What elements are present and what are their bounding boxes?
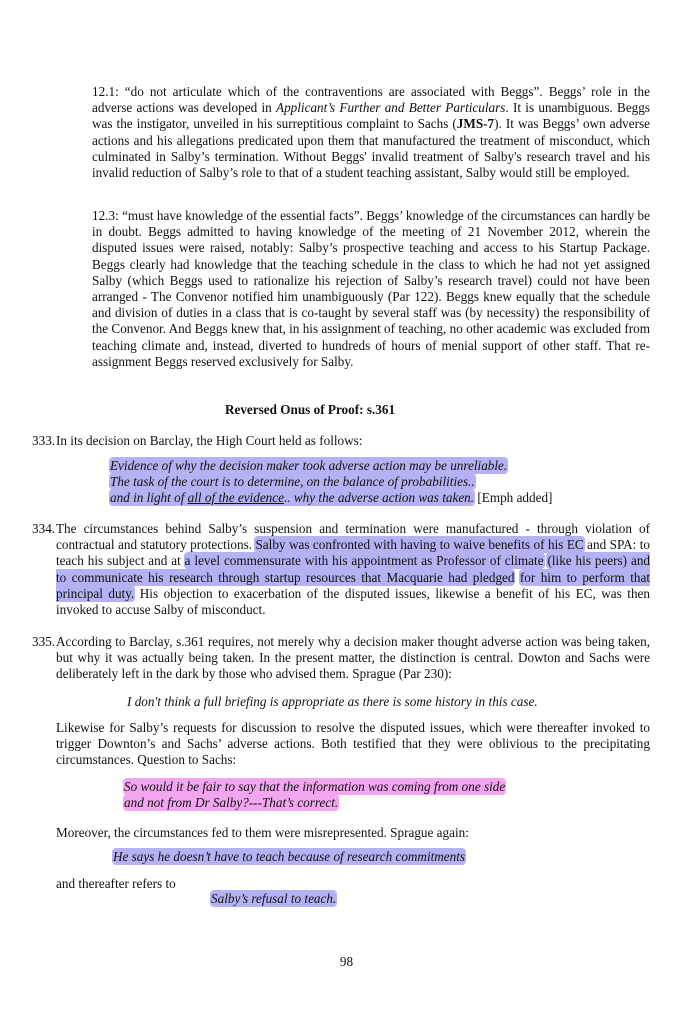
quote-line-2: and not from Dr Salby?---That’s correct. xyxy=(124,795,339,811)
paragraph-thereafter: and thereafter refers to xyxy=(56,876,176,891)
paragraph-12-3: 12.3: “must have knowledge of the essential facts”. Beggs’ knowledge of the circumstances can hardly be in doubt. Beggs admitted to having knowledge of the meeting of 21 November 2012, wherein the disputed issues were raised, notably: Salby’s prospective teaching and access to his Startup Package. Beggs clearly had knowledge that the teaching schedule in the class to which he had not yet assigned Salby (which Beggs used to rationalize his rejection of Salby’s research travel) could not have been arranged - The Convenor notified him unambiguously (Par 122). Beggs knew equally that the schedule and division of duties in a class that is co-taught by several staff was (by necessity) the responsibility of the Convenor. And Beggs knew that, in his assignment of teaching, no other academic was excluded from teaching climate and, instead, diverted to hundreds of hours of menial support of other staff. That re-assignment Beggs reserved exclusively for Salby. xyxy=(92,208,650,369)
paragraph-333 xyxy=(32,433,650,449)
exhibit-ref: JMS-7 xyxy=(456,116,495,132)
paragraph-335 xyxy=(32,634,650,683)
underlined-emphasis: all of the evidence xyxy=(187,490,284,506)
quote-line-1: So would it be fair to say that the information was coming from one side xyxy=(124,779,506,794)
paragraph-334: 334. The circumstances behind Salby’s suspension and termination were manufactured - through violation of contractual and statutory protections. Salby was confronted with having to waive benefits of his EC and SPA: to teach his subject and at a level commensurate with his appointment as Professor of climate (like his peers) and to communicate his research through startup resources that Macquarie had pledged for him to perform that principal duty. His objection to exacerbation of the disputed issues, likewise a benefit of his EC, was then invoked to accuse Salby of misconduct. xyxy=(32,521,651,618)
highlight: (like his peers) and to communicate his research through startup resources that Macquarie had pledged xyxy=(56,553,651,585)
sachs-quote xyxy=(124,779,505,811)
paragraph-12-1 xyxy=(92,84,650,181)
text-run: . It is unambiguous. Beggs was the instigator, unveiled in his surreptitious complaint to Sachs ( xyxy=(92,100,650,132)
text-run: ). It was Beggs’ own adverse actions and his allegations predicated upon them that manufactured the treatment of misconduct, which culminated in Salby’s termination. Without Beggs' invalid treatment of Salby's research travel and his invalid reduction of Salby’s role to that of a student teaching assistant, Salby would still be employed. xyxy=(92,116,650,181)
quote-line-1: Evidence of why the decision maker took adverse action may be unreliable. xyxy=(110,458,508,473)
italic-title: Applicant’s Further and Better Particulars xyxy=(276,100,506,116)
page-number: 98 xyxy=(339,954,354,969)
section-heading: Reversed Onus of Proof: s.361 xyxy=(224,402,396,417)
paragraph-number: 335. xyxy=(32,634,56,649)
paragraph-text: According to Barclay, s.361 requires, not merely why a decision maker thought adverse action was being taken, but why it was actually being taken. In the present matter, the distinction is central. Dowton and Sachs were deliberately left in the dark by those who advised them. Sprague (Par 230): xyxy=(56,634,650,682)
paragraph-number: 334. xyxy=(32,521,56,536)
barclay-quote xyxy=(110,458,552,507)
highlight: for him to perform that principal duty. xyxy=(56,569,650,601)
text-run: 12.1: “do not articulate which of the contraventions are associated with Beggs”. Beggs’ role in the adverse actions was developed in xyxy=(92,84,650,116)
paragraph-likewise: Likewise for Salby’s requests for discussion to resolve the disputed issues, which were thereafter invoked to trigger Downton’s and Sachs’ adverse actions. Both testified that they were oblivious to the precipitating circumstances. Question to Sachs: xyxy=(56,720,650,768)
quote-line: He says he doesn’t have to teach because of research commitments xyxy=(113,849,466,864)
paragraph-text: In its decision on Barclay, the High Court held as follows: xyxy=(56,433,363,448)
sprague-quote: I don't think a full briefing is appropriate as there is some history in this case. xyxy=(127,694,538,709)
highlight: Salby was confronted with having to waive benefits of his EC xyxy=(255,537,584,553)
emphasis-note: [Emph added] xyxy=(477,490,553,506)
highlight: a level commensurate with his appointment as Professor of climate xyxy=(184,553,544,569)
refusal-quote xyxy=(211,891,336,907)
teach-quote xyxy=(113,849,465,865)
quote-line-3: and in light of all of the evidence.. why the adverse action was taken. xyxy=(110,490,475,506)
paragraph-moreover: Moreover, the circumstances fed to them were misrepresented. Sprague again: xyxy=(56,825,469,840)
paragraph-number: 333. xyxy=(32,433,56,448)
quote-line: Salby’s refusal to teach. xyxy=(211,891,337,906)
quote-line-2: The task of the court is to determine, on the balance of probabilities.. xyxy=(110,474,475,490)
